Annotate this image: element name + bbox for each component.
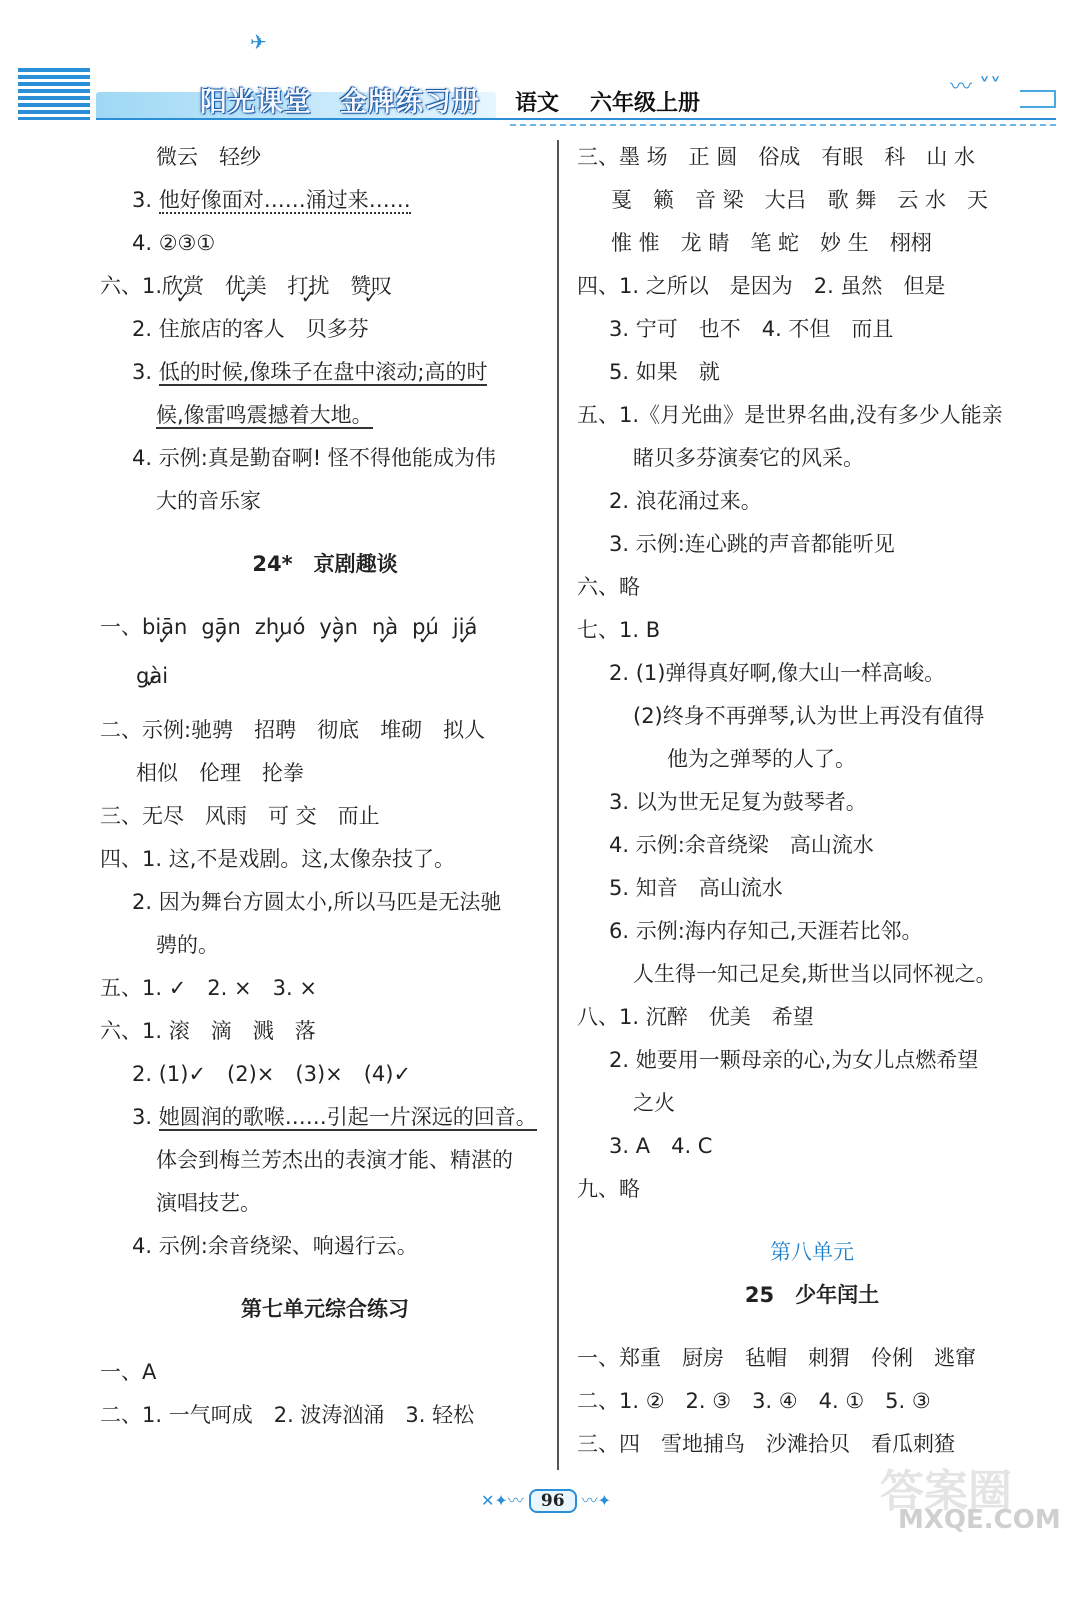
answer-line: 戛 籁 音 梁 大吕 歌 舞 云 水 天 bbox=[611, 188, 989, 212]
answer-line: 6. 示例:海内存知己,天涯若比邻。 bbox=[609, 919, 923, 943]
pinyin-line bbox=[100, 649, 550, 709]
answer-line: 2. 浪花涌过来。 bbox=[609, 489, 762, 513]
answer-line: 睹贝多芬演奏它的风采。 bbox=[633, 446, 864, 470]
answer-line: 九、略 bbox=[577, 1177, 640, 1201]
pinyin-item: gài ✓ bbox=[136, 649, 168, 703]
pinyin-item: nà ✓ bbox=[372, 606, 398, 649]
underlined-answer: 低的时候,像珠子在盘中滚动;高的时 bbox=[158, 360, 488, 384]
answer-line: 惟 惟 龙 睛 笔 蛇 妙 生 栩栩 bbox=[611, 231, 932, 255]
answer-line: 2. (1)✓ (2)× (3)× (4)✓ bbox=[132, 1062, 412, 1086]
right-column bbox=[577, 136, 1047, 1466]
answer-line bbox=[100, 1096, 550, 1139]
underlined-answer: 他好像面对……涌过来…… bbox=[158, 188, 411, 212]
unit-title: 第八单元 bbox=[770, 1240, 854, 1264]
header-rule bbox=[96, 118, 1056, 120]
underlined-answer: 候,像雷鸣震撼着大地。 bbox=[156, 403, 373, 427]
answer-line: 六、略 bbox=[577, 575, 640, 599]
answer-line: 5. 如果 就 bbox=[609, 360, 720, 384]
answer-line: 四、1. 之所以 是因为 2. 虽然 但是 bbox=[577, 274, 946, 298]
brand-name-1: 阳光课堂 bbox=[200, 87, 312, 118]
checked-word: 优美 ✓ bbox=[225, 265, 267, 308]
answer-line: 体会到梅兰芳杰出的表演才能、精湛的 bbox=[156, 1148, 513, 1172]
pinyin-item: biān ✓ bbox=[142, 606, 187, 649]
answer-line: 二、1. ② 2. ③ 3. ④ 4. ① 5. ③ bbox=[577, 1389, 931, 1413]
underlined-answer: 她圆润的歌喉……引起一片深远的回音。 bbox=[158, 1105, 537, 1129]
answer-line: 4. 示例:余音绕梁 高山流水 bbox=[609, 833, 874, 857]
pinyin-item: yàn ✓ bbox=[319, 606, 358, 649]
answer-line: 骋的。 bbox=[156, 933, 219, 957]
answer-line: 三、四 雪地捕鸟 沙滩拾贝 看瓜刺猹 bbox=[577, 1432, 955, 1456]
answer-line: 七、1. B bbox=[577, 618, 661, 642]
answer-line: 三、无尽 风雨 可 交 而止 bbox=[100, 804, 380, 828]
header-corner-deco bbox=[1020, 90, 1056, 108]
answer-line: 3. 以为世无足复为鼓琴者。 bbox=[609, 790, 867, 814]
checked-word: 欣赏 ✓ bbox=[162, 265, 204, 308]
answer-line: 他为之弹琴的人了。 bbox=[667, 747, 856, 771]
watermark-logo: 答案圈 bbox=[880, 1466, 1012, 1517]
lesson-title: 25 少年闰土 bbox=[744, 1283, 880, 1307]
answer-line: 2. 住旅店的客人 贝多芬 bbox=[132, 317, 369, 341]
answer-line: 3. A 4. C bbox=[609, 1134, 713, 1158]
item-number: 3. bbox=[132, 360, 153, 384]
answer-line: 2. (1)弹得真好啊,像大山一样高峻。 bbox=[609, 661, 946, 685]
answer-line bbox=[100, 265, 550, 308]
section-title: 第七单元综合练习 bbox=[241, 1297, 409, 1321]
answer-line: 3. 示例:连心跳的声音都能听见 bbox=[609, 532, 895, 556]
checked-word: 赞叹 ✓ bbox=[350, 265, 392, 308]
answer-line: 4. 示例:余音绕梁、响遏行云。 bbox=[132, 1234, 418, 1258]
header-stripes bbox=[18, 68, 90, 120]
answer-line: 一、郑重 厨房 毡帽 刺猬 伶俐 逃窜 bbox=[577, 1346, 976, 1370]
answer-line: 二、示例:驰骋 招聘 彻底 堆砌 拟人 bbox=[100, 718, 486, 742]
answer-line: 2. 因为舞台方圆太小,所以马匹是无法驰 bbox=[132, 890, 502, 914]
answer-line: 三、墨 场 正 圆 俗成 有眼 科 山 水 bbox=[577, 145, 976, 169]
answer-line: 四、1. 这,不是戏剧。这,太像杂技了。 bbox=[100, 847, 456, 871]
answer-line: 八、1. 沉醉 优美 希望 bbox=[577, 1005, 814, 1029]
pinyin-item: pú ✓ bbox=[412, 606, 439, 649]
answer-line: 相似 伦理 抡拳 bbox=[136, 761, 304, 785]
answer-line: 5. 知音 高山流水 bbox=[609, 876, 783, 900]
left-column bbox=[100, 136, 550, 1437]
answer-line bbox=[100, 394, 550, 437]
item-number: 六、1. bbox=[100, 274, 163, 298]
answer-line: 五、1. ✓ 2. × 3. × bbox=[100, 976, 317, 1000]
pinyin-item: gān ✓ bbox=[201, 606, 241, 649]
subject: 语文 bbox=[515, 91, 560, 116]
header-dashed-rule bbox=[510, 124, 1056, 126]
answer-line: 五、1.《月光曲》是世界名曲,没有多少人能亲 bbox=[577, 403, 1003, 427]
column-divider bbox=[557, 140, 559, 1470]
item-number: 一、 bbox=[100, 615, 142, 639]
answer-line: 人生得一知己足矣,斯世当以同怀视之。 bbox=[633, 962, 997, 986]
answer-line: (2)终身不再弹琴,认为世上再没有值得 bbox=[633, 704, 985, 728]
item-number: 3. bbox=[132, 188, 153, 212]
pinyin-line bbox=[100, 606, 550, 649]
paper-plane-icon: ✈ bbox=[250, 30, 267, 54]
checked-word: 打扰 ✓ bbox=[287, 265, 329, 308]
answer-line: 二、1. 一气呵成 2. 波涛汹涌 3. 轻松 bbox=[100, 1403, 475, 1427]
answer-line: 一、A bbox=[100, 1360, 157, 1384]
birds-icon: 〰 ˅˅ bbox=[950, 75, 1001, 100]
answer-line bbox=[100, 179, 550, 222]
answer-line: 2. 她要用一颗母亲的心,为女儿点燃希望 bbox=[609, 1048, 979, 1072]
brand-name-2: 金牌练习册 bbox=[340, 87, 480, 118]
page-number: 96 bbox=[529, 1489, 577, 1513]
answer-line: 之火 bbox=[633, 1091, 675, 1115]
page-header bbox=[0, 0, 1092, 135]
pinyin-item: zhuó ✓ bbox=[255, 606, 306, 649]
answer-line bbox=[100, 351, 550, 394]
lesson-title: 24* 京剧趣谈 bbox=[252, 552, 398, 576]
answer-line: 六、1. 滚 滴 溅 落 bbox=[100, 1019, 316, 1043]
watermark-url: MXQE.COM bbox=[898, 1505, 1061, 1535]
star-deco-icon: 〰✦ bbox=[581, 1491, 612, 1510]
grade: 六年级上册 bbox=[590, 91, 701, 116]
answer-line: 大的音乐家 bbox=[156, 489, 261, 513]
answer-line: 演唱技艺。 bbox=[156, 1191, 261, 1215]
answer-line: 微云 轻纱 bbox=[156, 145, 261, 169]
answer-line: 3. 宁可 也不 4. 不但 而且 bbox=[609, 317, 894, 341]
item-number: 3. bbox=[132, 1105, 153, 1129]
star-deco-icon: ✕✦〰 bbox=[480, 1491, 524, 1510]
answer-line: 4. 示例:真是勤奋啊! 怪不得他能成为伟 bbox=[132, 446, 496, 470]
pinyin-item: jiá ✓ bbox=[453, 606, 478, 649]
answer-line: 4. ②③① bbox=[132, 231, 216, 255]
